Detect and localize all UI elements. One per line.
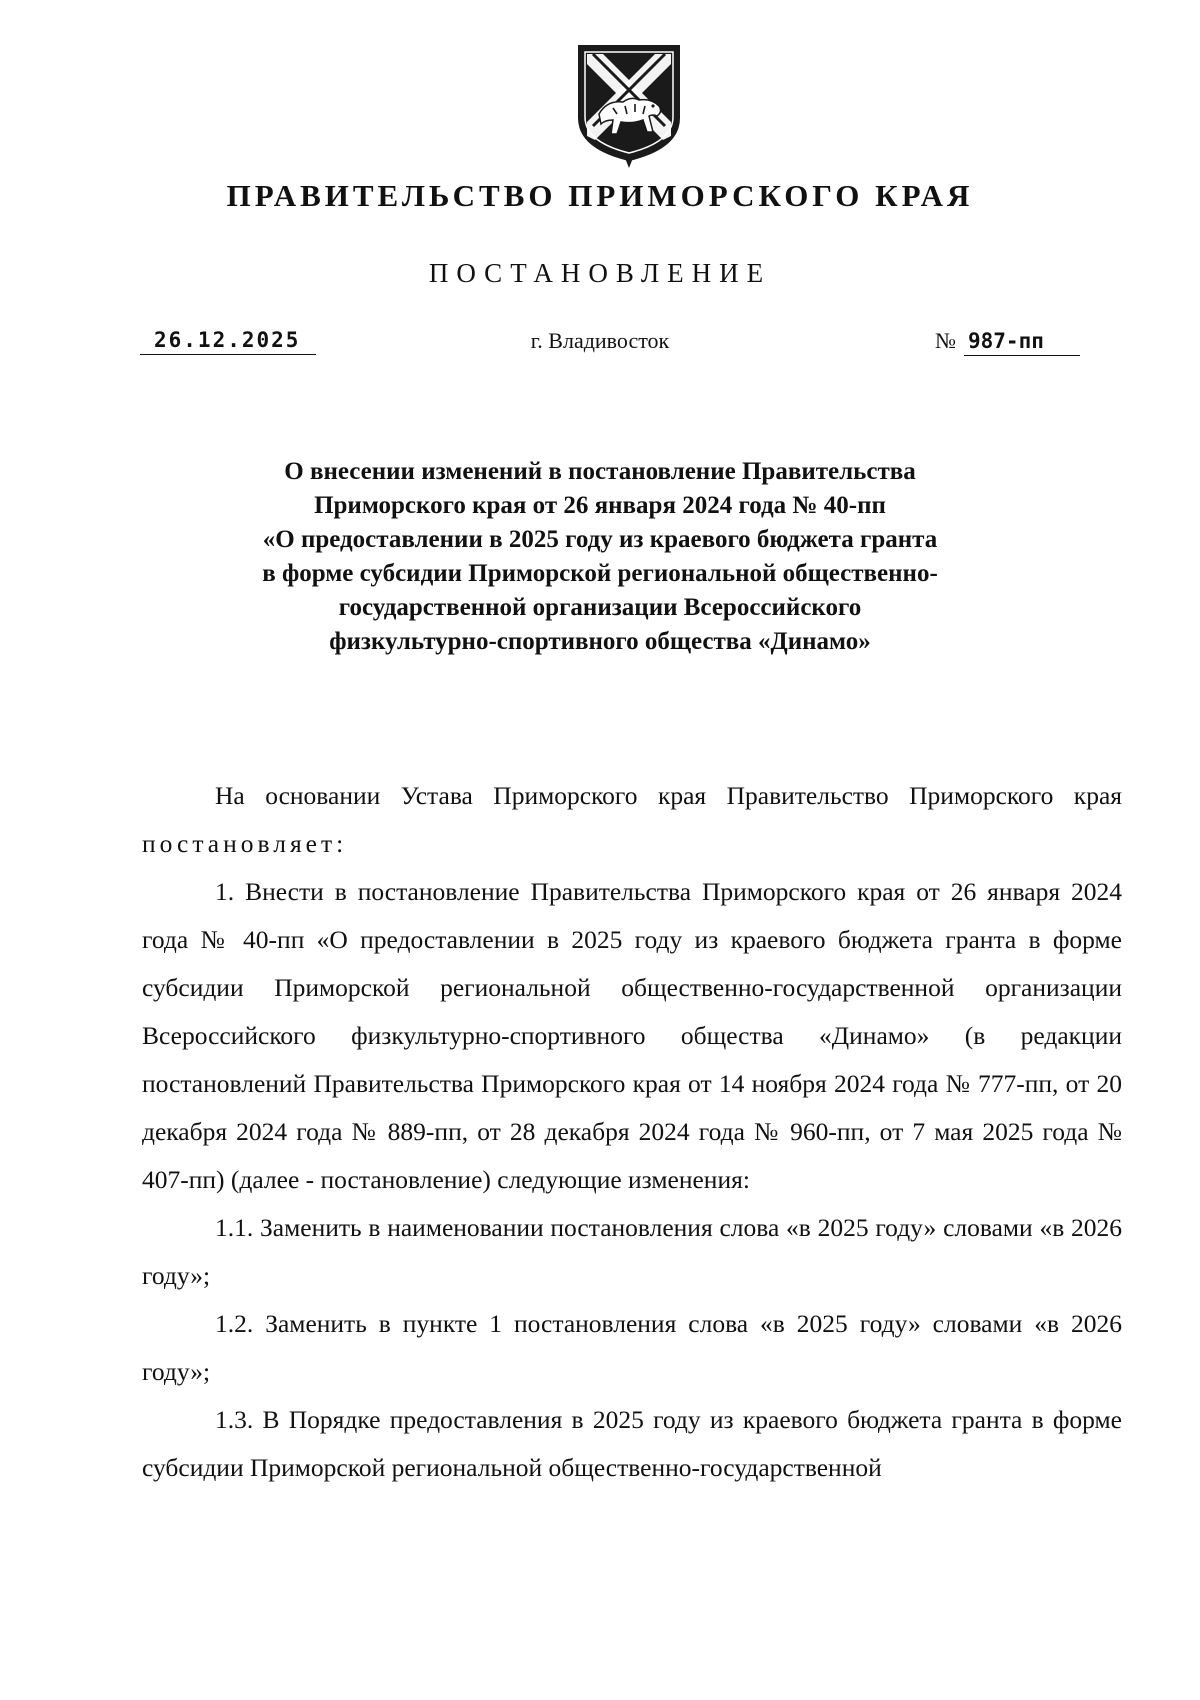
heading-line: физкультурно-спортивного общества «Динамо» [329,628,871,655]
document-body [142,772,1122,1492]
preamble-text: На основании Устава Приморского края Правительство Приморского края [215,781,1122,810]
document-meta-row [0,328,1200,368]
coat-of-arms-graphic [573,40,685,172]
number-value: 987-пп [964,329,1080,356]
heading-line: О внесении изменений в постановление Правительства [284,458,916,485]
heading-line: в форме субсидии Приморской региональной общественно- [262,560,938,587]
clause-1-2: 1.2. Заменить в пункте 1 постановления слова «в 2025 году» словами «в 2026 году»; [142,1309,1122,1386]
document-number [935,328,1080,356]
preamble-paragraph [142,772,1122,868]
number-sign: № [935,328,956,353]
heading-line: «О предоставлении в 2025 году из краевого бюджета гранта [262,526,938,553]
document-heading [180,455,1020,659]
document-date: 26.12.2025 [140,328,316,355]
organization-title: ПРАВИТЕЛЬСТВО ПРИМОРСКОГО КРАЯ [226,178,974,213]
document-type: ПОСТАНОВЛЕНИЕ [428,258,772,288]
clause-1-3: 1.3. В Порядке предоставления в 2025 году из краевого бюджета гранта в форме субсидии Приморской региональной общественно-государственной [142,1405,1122,1482]
heading-line: государственной организации Всероссийского [338,594,862,621]
preamble-decree: постановляет: [142,829,348,858]
heading-line: Приморского края от 26 января 2024 года № 40-пп [314,492,886,519]
coat-of-arms-icon [573,40,685,172]
clause-1: 1. Внести в постановление Правительства Приморского края от 26 января 2024 года № 40-пп «О предоставлении в 2025 году из краевого бюджета гранта в форме субсидии Приморской региональной общественно-государственной организации Всероссийского физкультурно-спортивного общества «Динамо» (в редакции постановлений Правительства Приморского края от 14 ноября 2024 года № 777-пп, от 20 декабря 2024 года № 889-пп, от 28 декабря 2024 года № 960-пп, от 7 мая 2025 года № 407-пп) (далее - постановление) следующие изменения: [142,877,1122,1194]
clause-1-1: 1.1. Заменить в наименовании постановления слова «в 2025 году» словами «в 2026 году»; [142,1213,1122,1290]
document-city: г. Владивосток [530,328,670,353]
